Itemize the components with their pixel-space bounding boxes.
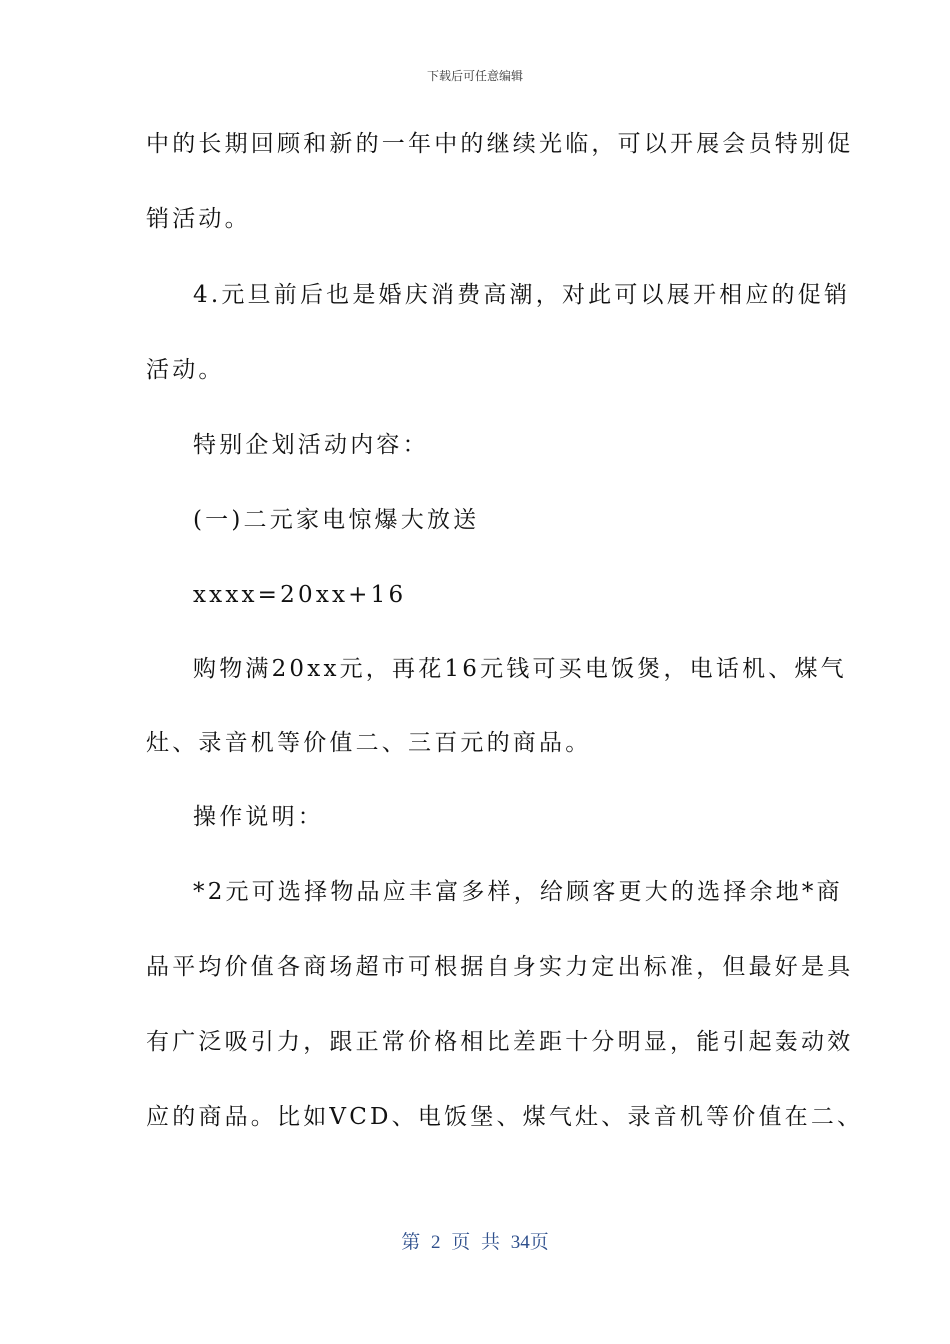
body-line-9: 灶、录音机等价值二、三百元的商品。 — [146, 730, 592, 756]
body-line-11: *2元可选择物品应丰富多样，给顾客更大的选择余地*商 — [193, 879, 843, 905]
body-line-6: (一)二元家电惊爆大放送 — [193, 507, 480, 533]
page-number-footer: 第 2 页 共 34页 — [401, 1232, 549, 1253]
body-line-7: xxxx=20xx+16 — [193, 582, 407, 608]
body-line-12: 品平均价值各商场超市可根据自身实力定出标准，但最好是具 — [146, 954, 854, 980]
body-line-13: 有广泛吸引力，跟正常价格相比差距十分明显，能引起轰动效 — [146, 1029, 854, 1055]
body-line-14: 应的商品。比如VCD、电饭堡、煤气灶、录音机等价值在二、 — [146, 1104, 864, 1130]
body-line-2: 销活动。 — [146, 206, 251, 232]
body-line-5: 特别企划活动内容： — [193, 432, 429, 458]
body-line-4: 活动。 — [146, 357, 225, 383]
page-header: 下载后可任意编辑 — [426, 69, 523, 83]
body-line-10: 操作说明： — [193, 804, 324, 830]
body-line-3: 4.元旦前后也是婚庆消费高潮，对此可以展开相应的促销 — [193, 282, 851, 308]
body-line-8: 购物满20xx元，再花16元钱可买电饭煲，电话机、煤气 — [193, 656, 847, 682]
body-line-1: 中的长期回顾和新的一年中的继续光临，可以开展会员特别促 — [146, 131, 854, 157]
